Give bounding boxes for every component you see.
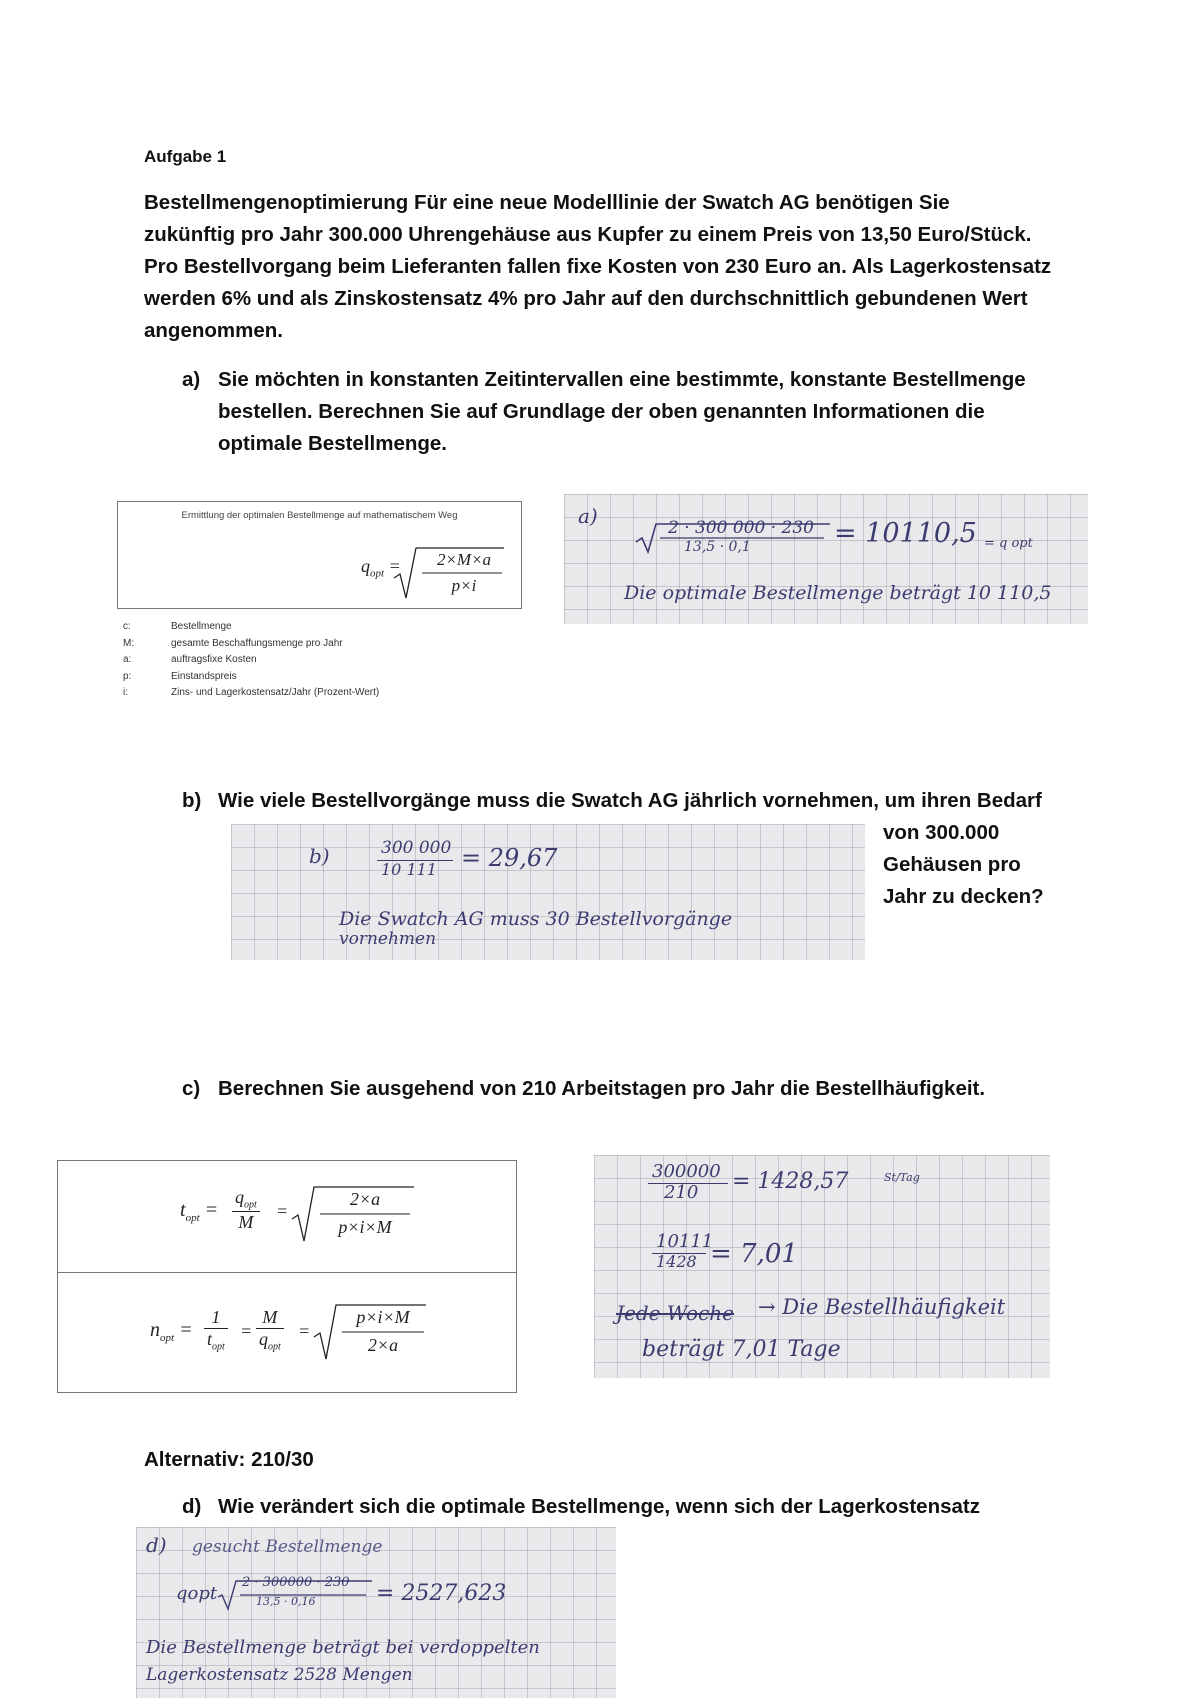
task-b-line: Wie viele Bestellvorgänge muss die Swatch AG jährlich vornehmen, um ihren Bedarf bbox=[218, 789, 1042, 812]
task-b-side-line: Gehäusen pro bbox=[883, 853, 1021, 876]
hand-c-crossed: Jede Woche bbox=[616, 1301, 735, 1325]
intro-line: werden 6% und als Zinskostensatz 4% pro Jahr auf den durchschnittlich gebundenen Wert bbox=[144, 287, 1028, 310]
hand-b-line2: vornehmen bbox=[339, 929, 437, 949]
equals-sign: = bbox=[240, 1321, 253, 1341]
task-a-letter: a) bbox=[182, 368, 201, 391]
intro-line: Pro Bestellvorgang beim Lieferanten fallen fixe Kosten von 230 Euro an. Als Lagerkostensatz bbox=[144, 255, 1052, 278]
hand-c-f2-result: = 7,01 bbox=[710, 1239, 798, 1269]
equals-sign: = bbox=[276, 1201, 289, 1221]
hand-b-label: b) bbox=[309, 844, 330, 868]
hand-b-denominator: 10 111 bbox=[381, 860, 437, 879]
alternative-note: Alternativ: 210/30 bbox=[144, 1448, 314, 1471]
formula-title: Ermittlung der optimalen Bestellmenge auf mathematischem Weg bbox=[181, 510, 458, 521]
legend-row: i: Zins- und Lagerkostensatz/Jahr (Prozent-Wert) bbox=[123, 687, 380, 698]
formula-numerator: 2×M×a bbox=[436, 550, 492, 569]
task-c-text: Berechnen Sie ausgehend von 210 Arbeitstagen pro Jahr die Bestellhäufigkeit. bbox=[218, 1077, 986, 1100]
task-a bbox=[0, 364, 1200, 464]
intro-line: angenommen. bbox=[144, 319, 283, 342]
legend-list bbox=[123, 621, 379, 704]
hand-b-numerator: 300 000 bbox=[381, 838, 452, 858]
formula-divider bbox=[58, 1272, 516, 1273]
frequency-formula-box bbox=[57, 1160, 517, 1393]
task-a-line: Sie möchten in konstanten Zeitintervallen eine bestimmte, konstante Bestellmenge bbox=[218, 368, 1026, 391]
handwritten-solution-a bbox=[564, 494, 1088, 624]
task-a-line: optimale Bestellmenge. bbox=[218, 432, 447, 455]
hand-c-f2-denominator: 1428 bbox=[656, 1252, 697, 1271]
t-root-denominator: p×i×M bbox=[338, 1217, 392, 1237]
task-b-letter: b) bbox=[182, 789, 202, 812]
hand-c-line2: beträgt 7,01 Tage bbox=[642, 1337, 841, 1362]
hand-b-result: = 29,67 bbox=[461, 844, 558, 872]
n-fraction-2: $\frac{M}{q_{opt}}$ bbox=[256, 1307, 284, 1353]
hand-c-line1: → Die Bestellhäufigkeit bbox=[758, 1295, 1006, 1319]
task-c-letter: c) bbox=[182, 1077, 201, 1100]
q-opt-symbol: $q_{opt}$ = bbox=[361, 556, 401, 580]
hand-d-line0: gesucht Bestellmenge bbox=[192, 1537, 383, 1557]
n-root-numerator: p×i×M bbox=[356, 1307, 410, 1327]
hand-a-denominator: 13,5 · 0,1 bbox=[684, 539, 751, 555]
handwritten-solution-c bbox=[594, 1155, 1050, 1378]
equals-sign: = bbox=[298, 1321, 311, 1341]
hand-d-line1: Die Bestellmenge beträgt bei verdoppelten bbox=[146, 1637, 540, 1658]
hand-d-result: = 2527,623 bbox=[376, 1581, 507, 1606]
task-a-line: bestellen. Berechnen Sie auf Grundlage der oben genannten Informationen die bbox=[218, 400, 985, 423]
t-root-numerator: 2×a bbox=[349, 1189, 381, 1209]
formula-denominator: p×i bbox=[451, 576, 477, 595]
hand-d-denominator: 13,5 · 0,16 bbox=[256, 1595, 316, 1608]
legend-row: p: Einstandspreis bbox=[123, 670, 237, 682]
hand-d-numerator: 2 · 300000 · 230 bbox=[242, 1575, 350, 1590]
t-opt-symbol: $t_{opt}$ = bbox=[180, 1199, 219, 1224]
task-b-side-line: von 300.000 bbox=[883, 821, 1000, 844]
hand-a-result-label: = q opt bbox=[984, 536, 1033, 551]
hand-a-result: = 10110,5 bbox=[834, 518, 977, 549]
intro-line: Bestellmengenoptimierung Für eine neue Modelllinie der Swatch AG benötigen Sie bbox=[144, 191, 950, 214]
n-opt-symbol: $n_{opt}$ = bbox=[150, 1319, 193, 1344]
hand-d-qopt: qopt bbox=[176, 1583, 218, 1604]
n-fraction-1: $\frac{1}{t_{opt}}$ bbox=[204, 1307, 228, 1353]
hand-c-f1-unit: St/Tag bbox=[884, 1171, 920, 1184]
hand-c-f2-numerator: 10111 bbox=[656, 1231, 714, 1252]
hand-a-sentence: Die optimale Bestellmenge beträgt 10 110,5 bbox=[624, 582, 1052, 604]
eoq-formula-box bbox=[117, 501, 522, 609]
hand-c-f1-numerator: 300000 bbox=[652, 1161, 721, 1182]
task-d-text: Wie verändert sich die optimale Bestellmenge, wenn sich der Lagerkostensatz bbox=[218, 1495, 980, 1518]
hand-d-label: d) bbox=[146, 1533, 167, 1557]
intro-line: zukünftig pro Jahr 300.000 Uhrengehäuse aus Kupfer zu einem Preis von 13,50 Euro/Stück. bbox=[144, 223, 1032, 246]
hand-a-label: a) bbox=[578, 504, 598, 528]
intro-paragraph bbox=[144, 187, 1051, 347]
task-d-letter: d) bbox=[182, 1495, 202, 1518]
legend-row: a: auftragsfixe Kosten bbox=[123, 654, 257, 665]
hand-c-f1-result: = 1428,57 bbox=[732, 1169, 849, 1194]
legend-row: M: gesamte Beschaffungsmenge pro Jahr bbox=[123, 637, 343, 649]
hand-c-f1-denominator: 210 bbox=[664, 1182, 699, 1203]
task-b-side-line: Jahr zu decken? bbox=[883, 885, 1044, 908]
handwritten-solution-b bbox=[231, 824, 865, 960]
task-heading: Aufgabe 1 bbox=[144, 147, 227, 166]
handwritten-solution-d bbox=[136, 1527, 616, 1698]
hand-a-numerator: 2 · 300 000 · 230 bbox=[668, 518, 814, 538]
n-root-denominator: 2×a bbox=[367, 1335, 399, 1355]
legend-row: c: Bestellmenge bbox=[123, 621, 232, 632]
task-b-side-text bbox=[883, 817, 1044, 913]
hand-d-line2: Lagerkostensatz 2528 Mengen bbox=[146, 1665, 413, 1685]
t-opt-fraction: $\frac{q_{opt}}{M}$ bbox=[232, 1187, 260, 1233]
hand-b-line1: Die Swatch AG muss 30 Bestellvorgänge bbox=[339, 908, 733, 930]
